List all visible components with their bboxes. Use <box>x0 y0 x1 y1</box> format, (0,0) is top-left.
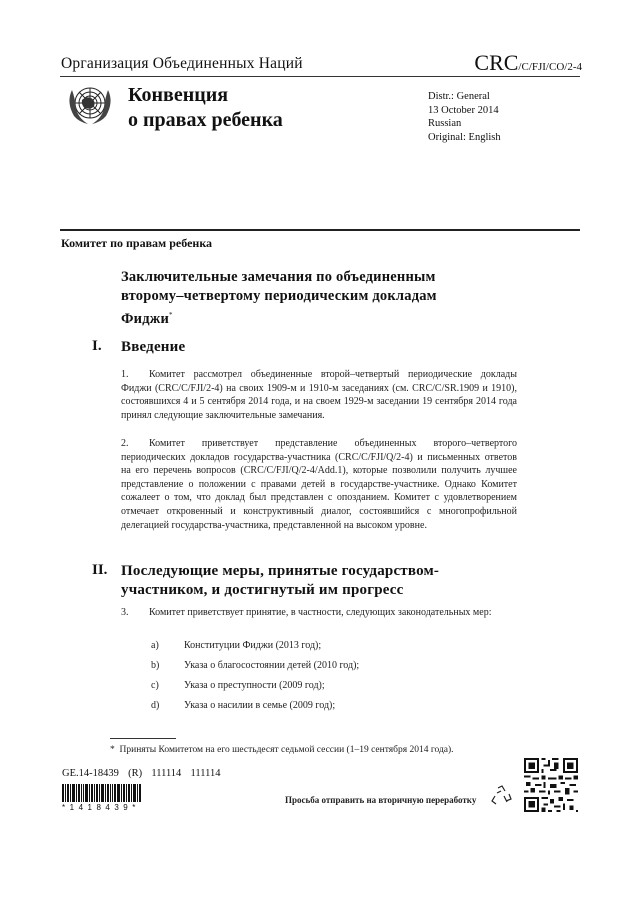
recycle-icon <box>490 784 514 808</box>
footnote-reference[interactable]: * <box>169 311 173 319</box>
symbol-main: CRC <box>474 50 519 75</box>
list-letter: c) <box>151 680 159 691</box>
list-text: Указа о насилии в семье (2009 год); <box>184 700 336 711</box>
list-item <box>151 640 321 651</box>
recycle-text: Просьба отправить на вторичную переработку <box>285 795 477 805</box>
paragraph-number: 2. <box>121 438 129 449</box>
distribution-meta <box>428 90 501 144</box>
list-letter: a) <box>151 640 159 651</box>
document-title-line2: второму–четвертому периодическим докладам <box>121 288 437 304</box>
footnote <box>110 745 454 755</box>
body-title <box>128 83 283 133</box>
title-rule <box>60 229 580 231</box>
date: 13 October 2014 <box>428 104 499 116</box>
job-number: GE.14-18439 (R) 111114 111114 <box>62 768 221 779</box>
document-symbol <box>474 50 582 76</box>
document-title-line1: Заключительные замечания по объединенным <box>121 269 436 285</box>
symbol-suffix: /C/FJI/CO/2-4 <box>518 61 582 73</box>
list-text: Указа о благосостоянии детей (2010 год); <box>184 660 360 671</box>
footnote-rule <box>110 738 176 739</box>
paragraph-text: Комитет приветствует представление объединенных второго–четвертого периодических докладов государства-участника (CRC/C/FJI/Q/2-4) и письменных ответов на его перечень вопросов (CRC/C/FJI/Q/2-4/Add.1), которые позволили получить лучшее представление о положении с правами детей в государстве-участнике. Однако Комитет сожалеет о том, что доклад был представлен с опозданием. Комитет с удовлетворением отмечает откровенный и конструктивный диалог, состоявшийся с многопрофильной делегацией государства-участника, представленной на высоком уровне. <box>121 438 517 531</box>
list-text: Указа о преступности (2009 год); <box>184 680 325 691</box>
un-emblem-icon <box>62 80 118 130</box>
document-title-line3: Фиджи <box>121 310 170 327</box>
paragraph-text: Комитет приветствует принятие, в частности, следующих законодательных мер: <box>149 607 492 618</box>
section-title-line1: Последующие меры, принятые государством- <box>121 563 440 579</box>
list-item <box>151 700 335 711</box>
distribution: Distr.: General <box>428 91 490 102</box>
footnote-text: Приняты Комитетом на его шестьдесят седьмой сессии (1–19 сентября 2014 года). <box>119 745 454 755</box>
section-title <box>121 562 439 600</box>
body-title-line2: о правах ребенка <box>128 109 283 131</box>
paragraph-text: Комитет рассмотрел объединенные второй–четвертый периодические доклады Фиджи (CRC/C/FJI/2-4) на своих 1909-м и 1910-м заседаниях (см. CRC/C/SR.1909 и 1910), состоявшихся 4 и 5 сентября 2014 года, и на своем 1929-м заседании 19 сентября 2014 года принял следующие заключительные замечания. <box>121 369 517 421</box>
document-title <box>121 268 521 329</box>
paragraph-2 <box>121 437 517 532</box>
barcode-icon <box>62 784 152 802</box>
list-letter: b) <box>151 660 160 671</box>
section-title: Введение <box>121 339 186 355</box>
qr-code-icon <box>524 758 578 812</box>
list-item <box>151 680 325 691</box>
committee-name: Комитет по правам ребенка <box>61 236 213 250</box>
section-number: II. <box>92 562 108 578</box>
paragraph-number: 1. <box>121 369 129 380</box>
section-title-line2: участником, и достигнутый им прогресс <box>121 582 404 598</box>
body-title-line1: Конвенция <box>128 84 229 106</box>
original-language: Original: English <box>428 131 501 143</box>
paragraph-number: 3. <box>121 607 129 618</box>
barcode-text: *1418439* <box>62 803 140 812</box>
organization-name: Организация Объединенных Наций <box>61 55 303 72</box>
list-item <box>151 660 359 671</box>
footnote-marker: * <box>110 745 115 755</box>
header-rule <box>60 76 580 77</box>
section-number: I. <box>92 338 102 354</box>
paragraph-3 <box>121 606 517 620</box>
list-text: Конституции Фиджи (2013 год); <box>184 640 322 651</box>
language: Russian <box>428 118 462 129</box>
list-letter: d) <box>151 700 160 711</box>
paragraph-1 <box>121 368 517 422</box>
